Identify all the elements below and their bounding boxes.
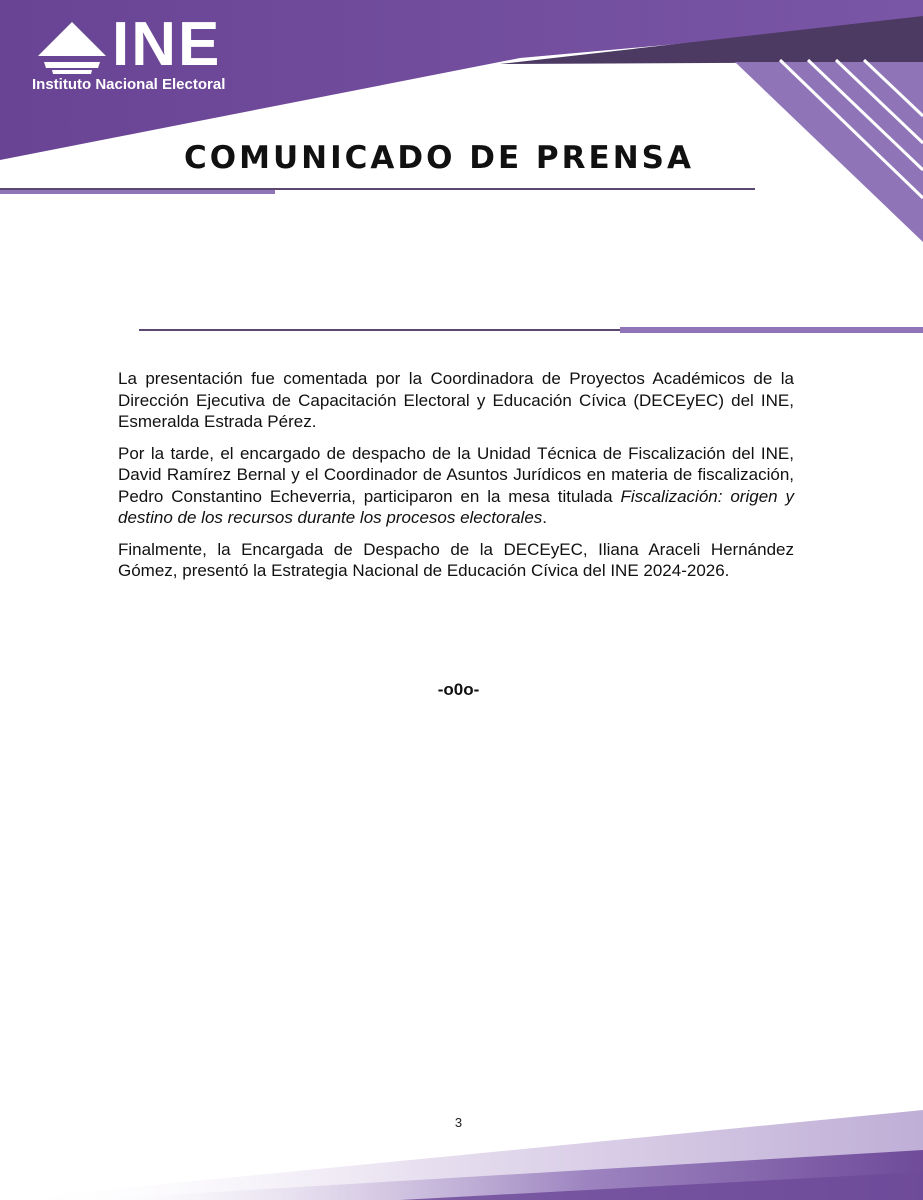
- paragraph-2-end: .: [542, 508, 548, 527]
- logo-text: INE: [112, 10, 222, 79]
- logo-subtitle: Instituto Nacional Electoral: [32, 76, 226, 93]
- page-title: COMUNICADO DE PRENSA: [184, 140, 694, 176]
- ine-logo-icon: [38, 22, 106, 74]
- page-number: 3: [454, 1115, 463, 1130]
- paragraph-2-title: Fiscalización: origen y destino de los recursos durante los procesos electorales: [118, 486, 794, 527]
- paragraph-1: La presentación fue comentada por la Coordinadora de Proyectos Académicos de la Dirección Ejecutiva de Capacitación Electoral y Educación Cívica (DECEyEC) del INE, Esmeralda Estrada Pérez.: [118, 369, 794, 431]
- paragraph-3: Finalmente, la Encargada de Despacho de la DECEyEC, Iliana Araceli Hernández Gómez, presentó la Estrategia Nacional de Educación Cívica del INE 2024-2026.: [118, 539, 794, 580]
- paragraph-2: [118, 443, 794, 529]
- closing-mark: -o0o-: [437, 680, 480, 699]
- press-release-body: [118, 368, 794, 592]
- paragraph-2-text: Por la tarde, el encargado de despacho de la Unidad Técnica de Fiscalización del INE, David Ramírez Bernal y el Coordinador de Asuntos Jurídicos en materia de fiscalización, Pedro Constantino Echeverria, participaron en la mesa titulada: [118, 443, 794, 506]
